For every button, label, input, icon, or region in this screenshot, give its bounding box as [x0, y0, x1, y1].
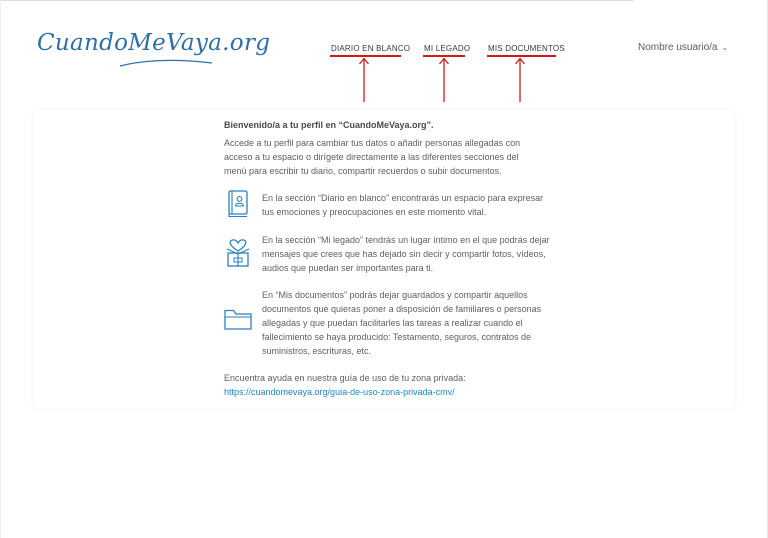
section-legado-text: En la sección “Mi legado” tendrás un lugar íntimo en el que podrás dejar mensajes que crees que has dejado sin decir y compartir fotos, vídeos, audios que puedan ser importantes para ti. [262, 235, 550, 273]
annotation-arrow-icon [514, 57, 526, 103]
window-top-border [0, 0, 633, 1]
help-guide-link[interactable]: https://cuandomevaya.org/guia-de-uso-zona-privada-cmv/ [224, 387, 455, 397]
folder-icon [223, 306, 253, 332]
chevron-down-icon: ⌄ [721, 43, 729, 52]
site-logo[interactable]: CuandoMeVaya.org [37, 30, 271, 56]
page-title: Bienvenido/a a tu perfil en “CuandoMeVaya.org”. [224, 120, 434, 130]
nav-diario-en-blanco[interactable]: DIARIO EN BLANCO [331, 44, 411, 53]
help-text: Encuentra ayuda en nuestra guía de uso de tu zona privada: [224, 373, 466, 383]
logo-swash-icon [118, 57, 214, 69]
window-left-border [0, 0, 1, 538]
section-diario-text: En la sección “Diario en blanco” encontrarás un espacio para expresar tus emociones y preocupaciones en este momento vital. [262, 193, 544, 217]
nav-mi-legado[interactable]: MI LEGADO [424, 44, 471, 53]
section-documentos-text: En “Mis documentos” podrás dejar guardados y compartir aquellos documentos que quieras poner a disposición de familiares o personas allegadas y que puedan facilitarles las tareas a realizar cuando el fallecimiento se haya producido: Testamento, seguros, contratos de suministros, escrituras, etc. [262, 290, 542, 356]
user-name-label: Nombre usuario/a [638, 42, 718, 53]
diary-book-icon [226, 190, 250, 218]
annotation-arrow-icon [438, 57, 450, 103]
intro-paragraph: Accede a tu perfil para cambiar tus datos o añadir personas allegadas con acceso a tu espacio o dirígete directamente a las diferentes secciones del menú para escribir tu diario, compartir recuerdos o subir documentos. [224, 138, 521, 176]
user-menu[interactable] [638, 42, 728, 53]
nav-mis-documentos[interactable]: MIS DOCUMENTOS [488, 44, 565, 53]
legacy-heart-box-icon [224, 238, 252, 268]
annotation-arrow-icon [358, 57, 370, 103]
